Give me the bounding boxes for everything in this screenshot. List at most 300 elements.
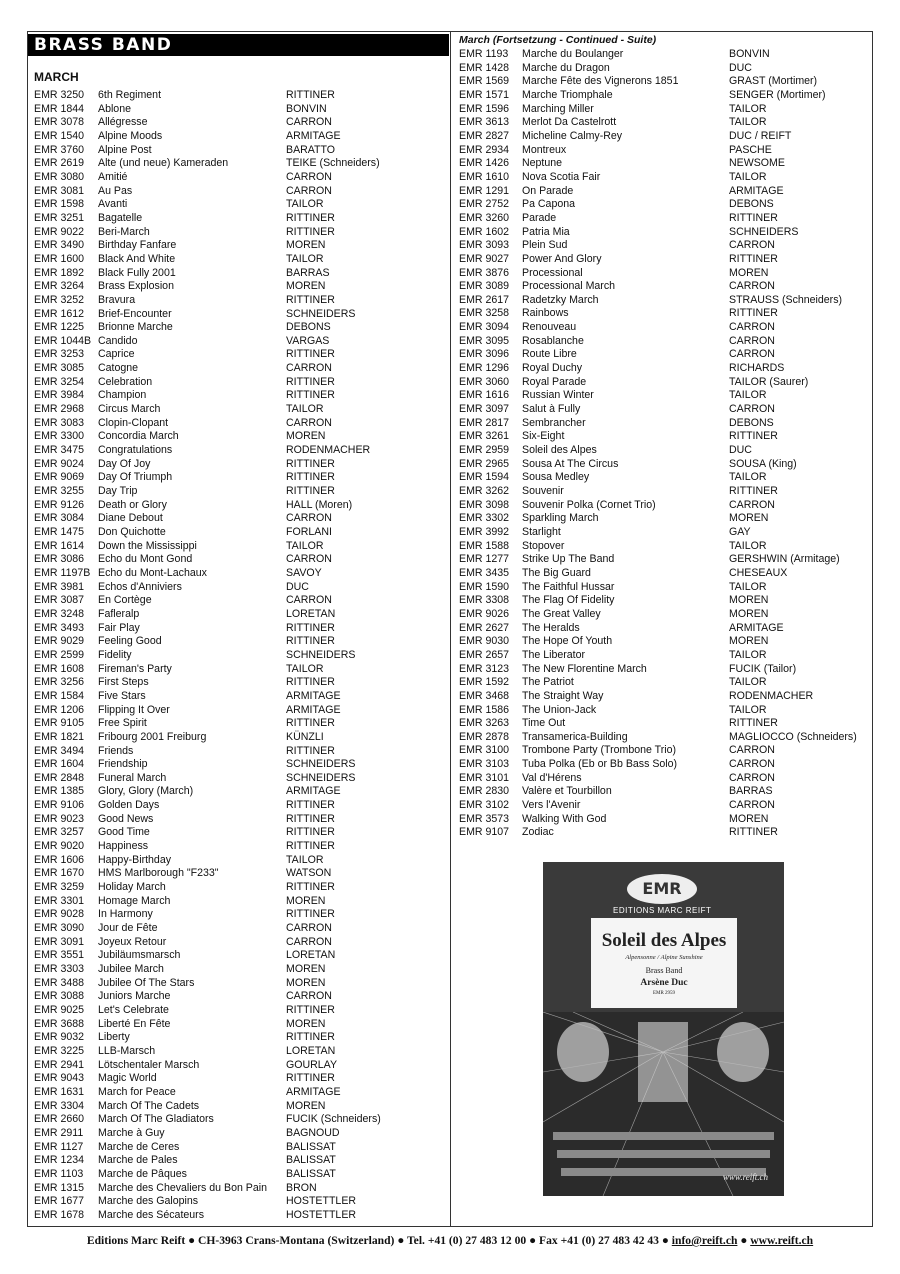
catalog-entry (459, 267, 869, 281)
composer-name: DUC (729, 61, 752, 74)
piece-title: Holiday March (98, 881, 166, 894)
piece-title: The Hope Of Youth (522, 635, 613, 648)
cover-title: Soleil des Alpes (601, 930, 727, 951)
catalog-code: EMR 9023 (34, 812, 85, 825)
composer-name: HOSTETTLER (286, 1195, 357, 1208)
piece-title: The Big Guard (522, 566, 591, 579)
composer-name: SAVOY (286, 566, 322, 579)
catalog-code: EMR 2752 (459, 198, 510, 211)
cover-publisher: EDITIONS MARC REIFT (613, 906, 712, 915)
composer-name: RITTINER (729, 430, 778, 443)
catalog-code: EMR 1588 (459, 539, 510, 552)
catalog-code: EMR 3490 (34, 239, 85, 252)
composer-name: SOUSA (King) (729, 457, 797, 470)
catalog-entry (34, 280, 446, 294)
piece-title: Marche à Guy (98, 1126, 165, 1139)
composer-name: RITTINER (286, 485, 335, 498)
composer-name: RITTINER (729, 307, 778, 320)
composer-name: CARRON (286, 184, 332, 197)
catalog-code: EMR 3091 (34, 935, 85, 948)
composer-name: MAGLIOCCO (Schneiders) (729, 730, 857, 743)
piece-title: Jour de Fête (98, 922, 158, 935)
catalog-entry (459, 471, 869, 485)
composer-name: TAILOR (286, 403, 324, 416)
composer-name: SCHNEIDERS (286, 307, 356, 320)
catalog-code: EMR 2627 (459, 621, 510, 634)
composer-name: MOREN (729, 812, 769, 825)
composer-name: TAILOR (729, 703, 767, 716)
catalog-entry (34, 717, 446, 731)
catalog-code: EMR 3308 (459, 594, 510, 607)
composer-name: BARATTO (286, 143, 336, 156)
piece-title: Homage March (98, 894, 171, 907)
catalog-code: EMR 1610 (459, 170, 510, 183)
piece-title: Don Quichotte (98, 526, 166, 538)
catalog-code: EMR 3060 (459, 375, 510, 388)
catalog-code: EMR 3094 (459, 321, 510, 334)
catalog-entry (34, 185, 446, 199)
catalog-code: EMR 1296 (459, 362, 510, 375)
composer-name: CARRON (729, 239, 775, 252)
catalog-entry (34, 1127, 446, 1141)
piece-title: Jubilee March (98, 963, 164, 975)
catalog-code: EMR 9028 (34, 908, 85, 921)
piece-title: Marche Fête des Vignerons 1851 (522, 75, 679, 88)
catalog-entry (34, 540, 446, 554)
catalog-code: EMR 9069 (34, 471, 85, 484)
catalog-code: EMR 3097 (459, 403, 510, 416)
catalog-code: EMR 3225 (34, 1044, 85, 1057)
piece-title: Flipping It Over (98, 703, 170, 716)
catalog-entry (34, 1086, 446, 1100)
catalog-code: EMR 2878 (459, 730, 510, 743)
catalog-code: EMR 3300 (34, 430, 85, 443)
catalog-entry (459, 744, 869, 758)
piece-title: Trombone Party (Trombone Trio) (522, 744, 677, 757)
piece-title: Jubiläumsmarsch (98, 949, 181, 962)
composer-name: CARRON (729, 334, 775, 347)
piece-title: Pa Capona (522, 198, 576, 211)
catalog-code: EMR 3259 (34, 881, 85, 894)
catalog-entry (459, 785, 869, 799)
catalog-code: EMR 3101 (459, 771, 510, 784)
composer-name: MOREN (286, 894, 326, 907)
composer-name: CHESEAUX (729, 566, 788, 579)
catalog-entry (34, 1209, 446, 1223)
catalog-entry (459, 553, 869, 567)
composer-name: TAILOR (729, 102, 767, 115)
piece-title: Death or Glory (98, 498, 167, 511)
composer-name: MOREN (729, 266, 769, 279)
composer-name: CARRON (286, 594, 332, 607)
composer-name: TEIKE (Schneiders) (286, 157, 380, 170)
catalog-code: EMR 9026 (459, 607, 510, 620)
piece-title: Catogne (98, 362, 139, 375)
catalog-code: EMR 3468 (459, 689, 510, 702)
composer-name: GERSHWIN (Armitage) (729, 553, 840, 566)
catalog-code: EMR 1225 (34, 321, 85, 334)
catalog-entry (459, 704, 869, 718)
composer-name: CARRON (729, 403, 775, 416)
composer-name: CARRON (729, 498, 775, 511)
catalog-code: EMR 3258 (459, 307, 510, 320)
piece-title: Alpine Moods (98, 129, 163, 142)
catalog-entry (34, 321, 446, 335)
catalog-code: EMR 9043 (34, 1072, 85, 1085)
piece-title: Friends (98, 744, 134, 757)
catalog-code: EMR 2619 (34, 157, 85, 170)
piece-title: Good Time (98, 826, 150, 839)
piece-title: Marche des Sécateurs (98, 1208, 204, 1221)
cover-code: EMR 2959 (652, 991, 676, 996)
piece-title: Fafleralp (98, 607, 140, 620)
catalog-code: EMR 9032 (34, 1031, 85, 1044)
piece-title: Echo du Mont-Lachaux (98, 566, 207, 579)
composer-name: ARMITAGE (729, 621, 784, 634)
piece-title: Amitié (98, 170, 128, 183)
catalog-code: EMR 3085 (34, 362, 85, 375)
catalog-entry (34, 772, 446, 786)
composer-name: TAILOR (286, 539, 324, 552)
catalog-code: EMR 3252 (34, 293, 85, 306)
composer-name: RITTINER (286, 293, 335, 306)
catalog-entry (34, 348, 446, 362)
catalog-code: EMR 3098 (459, 498, 510, 511)
composer-name: RITTINER (286, 840, 335, 853)
piece-title: Marche de Pales (98, 1154, 178, 1167)
composer-name: RICHARDS (729, 362, 785, 375)
catalog-entry (34, 1059, 446, 1073)
catalog-code: EMR 2965 (459, 457, 510, 470)
composer-name: RITTINER (729, 826, 778, 839)
catalog-entry (459, 144, 869, 158)
composer-name: LORETAN (286, 949, 336, 962)
catalog-entry (459, 185, 869, 199)
catalog-code: EMR 3255 (34, 485, 85, 498)
catalog-code: EMR 1127 (34, 1140, 84, 1153)
piece-title: Brass Explosion (98, 280, 174, 293)
catalog-code: EMR 3760 (34, 143, 85, 156)
footer-text: Editions Marc Reift ● CH-3963 Crans-Montana (Switzerland) ● Tel. +41 (0) 27 483 12 00 ● Fax +41 (0) 27 483 42 43 ● (86, 1234, 672, 1247)
piece-title: Plein Sud (522, 239, 568, 252)
piece-title: Radetzky March (522, 293, 599, 306)
catalog-code: EMR 1602 (459, 225, 510, 238)
catalog-entry (459, 526, 869, 540)
piece-title: The Liberator (522, 648, 586, 661)
composer-name: BALISSAT (286, 1154, 336, 1167)
catalog-code: EMR 1600 (34, 252, 85, 265)
catalog-entry (34, 622, 446, 636)
catalog-entry (459, 499, 869, 513)
composer-name: CARRON (286, 553, 332, 566)
right-catalog-list (459, 48, 869, 840)
catalog-entry (34, 526, 446, 540)
piece-title: Marche des Galopins (98, 1195, 199, 1208)
composer-name: RITTINER (286, 635, 335, 648)
catalog-entry (459, 635, 869, 649)
piece-title: Rainbows (522, 307, 569, 320)
piece-title: Juniors Marche (98, 990, 171, 1003)
composer-name: MOREN (286, 430, 326, 443)
category-banner: BRASS BAND (28, 34, 449, 56)
piece-title: Valère et Tourbillon (522, 785, 612, 798)
piece-title: Time Out (522, 717, 566, 730)
composer-name: MOREN (286, 963, 326, 975)
piece-title: Celebration (98, 375, 153, 388)
piece-title: Friendship (98, 758, 148, 771)
catalog-code: EMR 2599 (34, 648, 85, 661)
catalog-code: EMR 3613 (459, 116, 510, 129)
catalog-entry (34, 1072, 446, 1086)
piece-title: Micheline Calmy-Rey (522, 129, 623, 142)
catalog-code: EMR 3088 (34, 990, 85, 1003)
composer-name: RITTINER (286, 348, 335, 361)
piece-title: Marche du Boulanger (522, 48, 624, 60)
composer-name: RODENMACHER (729, 689, 814, 702)
catalog-entry (34, 308, 446, 322)
piece-title: Sousa Medley (522, 471, 590, 484)
piece-title: Six-Eight (522, 430, 565, 443)
left-catalog-list (34, 89, 446, 1222)
catalog-entry (459, 294, 869, 308)
catalog-code: EMR 3080 (34, 170, 85, 183)
composer-name: LORETAN (286, 1044, 336, 1057)
catalog-entry (34, 335, 446, 349)
catalog-entry (34, 130, 446, 144)
catalog-code: EMR 1291 (459, 184, 510, 197)
catalog-code: EMR 3876 (459, 266, 510, 279)
catalog-entry (34, 512, 446, 526)
catalog-code: EMR 1385 (34, 785, 85, 798)
catalog-code: EMR 9105 (34, 717, 85, 730)
composer-name: MOREN (729, 607, 769, 620)
piece-title: Let's Celebrate (98, 1003, 169, 1016)
composer-name: TAILOR (286, 252, 324, 265)
piece-title: Merlot Da Castelrott (522, 116, 617, 129)
catalog-entry (459, 676, 869, 690)
catalog-entry (34, 581, 446, 595)
piece-title: Brief-Encounter (98, 307, 172, 320)
composer-name: BAGNOUD (286, 1126, 340, 1139)
piece-title: HMS Marlborough "F233" (98, 867, 219, 880)
catalog-code: EMR 1631 (34, 1085, 85, 1098)
composer-name: TAILOR (729, 676, 767, 689)
catalog-entry (34, 785, 446, 799)
piece-title: Route Libre (522, 348, 577, 361)
piece-title: Fireman's Party (98, 662, 172, 675)
catalog-code: EMR 3260 (459, 211, 510, 224)
catalog-entry (459, 280, 869, 294)
piece-title: Marching Miller (522, 102, 594, 115)
composer-name: PASCHE (729, 143, 772, 156)
piece-title: Rosablanche (522, 334, 584, 347)
email-link[interactable]: info@reift.ch (671, 1234, 738, 1247)
piece-title: Parade (522, 211, 557, 224)
composer-name: RITTINER (286, 676, 335, 689)
catalog-entry (459, 458, 869, 472)
piece-title: Fidelity (98, 648, 132, 661)
column-divider (450, 31, 451, 1227)
piece-title: Renouveau (522, 321, 577, 334)
catalog-code: EMR 2968 (34, 403, 85, 416)
catalog-entry (34, 799, 446, 813)
piece-title: The Great Valley (522, 607, 601, 620)
composer-name: NEWSOME (729, 157, 785, 170)
piece-title: Souvenir (522, 485, 564, 497)
catalog-entry (34, 1004, 446, 1018)
composer-name: SCHNEIDERS (286, 648, 356, 661)
piece-title: Sparkling March (522, 512, 599, 525)
catalog-entry (34, 840, 446, 854)
catalog-code: EMR 3302 (459, 512, 510, 525)
composer-name: STRAUSS (Schneiders) (729, 293, 843, 306)
composer-name: TAILOR (286, 853, 324, 866)
continued-title: March (Fortsetzung - Continued - Suite) (459, 34, 657, 46)
catalog-code: EMR 3493 (34, 621, 85, 634)
catalog-entry (459, 690, 869, 704)
composer-name: LORETAN (286, 607, 336, 620)
catalog-entry (459, 335, 869, 349)
catalog-entry (34, 826, 446, 840)
catalog-code: EMR 1892 (34, 266, 85, 279)
catalog-code: EMR 2660 (34, 1113, 85, 1126)
catalog-code: EMR 2827 (459, 129, 510, 142)
piece-title: The Heralds (522, 621, 580, 634)
catalog-entry (34, 485, 446, 499)
composer-name: SCHNEIDERS (286, 771, 356, 784)
catalog-entry (34, 1045, 446, 1059)
composer-name: RITTINER (286, 471, 335, 484)
catalog-code: EMR 3304 (34, 1099, 85, 1112)
composer-name: RITTINER (286, 1072, 335, 1085)
composer-name: CARRON (729, 280, 775, 293)
catalog-entry (34, 389, 446, 403)
catalog-code: EMR 2817 (459, 416, 510, 429)
composer-name: TAILOR (729, 648, 767, 661)
composer-name: MOREN (729, 512, 769, 525)
catalog-code: EMR 3102 (459, 799, 510, 812)
piece-title: Beri-March (98, 225, 150, 238)
catalog-entry (34, 567, 446, 581)
piece-title: Joyeux Retour (98, 935, 167, 948)
catalog-entry (34, 294, 446, 308)
catalog-entry (34, 1195, 446, 1209)
piece-title: Diane Debout (98, 512, 163, 525)
catalog-entry (34, 1154, 446, 1168)
composer-name: MOREN (286, 1099, 326, 1112)
piece-title: March Of The Cadets (98, 1099, 200, 1112)
cover-composer: Arsène Duc (640, 978, 688, 988)
footer-separator: ● (737, 1234, 751, 1247)
catalog-code: EMR 1844 (34, 102, 85, 115)
piece-title: Sembrancher (522, 416, 586, 429)
piece-title: Glory, Glory (March) (98, 785, 194, 798)
piece-title: Royal Parade (522, 375, 587, 388)
catalog-entry (459, 376, 869, 390)
catalog-code: EMR 2941 (34, 1058, 85, 1071)
catalog-code: EMR 2617 (459, 293, 510, 306)
piece-title: Alte (und neue) Kameraden (98, 157, 229, 170)
catalog-code: EMR 3087 (34, 594, 85, 607)
catalog-code: EMR 2830 (459, 785, 510, 798)
catalog-entry (34, 103, 446, 117)
composer-name: FUCIK (Schneiders) (286, 1113, 381, 1126)
catalog-entry (459, 389, 869, 403)
catalog-entry (459, 485, 869, 499)
catalog-code: EMR 3090 (34, 922, 85, 935)
composer-name: TAILOR (286, 198, 324, 211)
catalog-entry (34, 403, 446, 417)
composer-name: RITTINER (286, 826, 335, 839)
composer-name: CARRON (729, 321, 775, 334)
piece-title: Fribourg 2001 Freiburg (98, 730, 207, 743)
composer-name: DEBONS (286, 321, 331, 334)
composer-name: RITTINER (286, 744, 335, 757)
catalog-entry (34, 362, 446, 376)
catalog-code: EMR 9022 (34, 225, 85, 238)
catalog-entry (459, 663, 869, 677)
composer-name: CARRON (286, 922, 332, 935)
catalog-code: EMR 1569 (459, 75, 510, 88)
catalog-entry (34, 553, 446, 567)
piece-title: First Steps (98, 676, 149, 689)
catalog-entry (34, 990, 446, 1004)
piece-title: Birthday Fanfare (98, 239, 177, 252)
catalog-entry (34, 704, 446, 718)
cover-url: www.reift.ch (723, 1172, 768, 1182)
website-link[interactable]: www.reift.ch (750, 1234, 814, 1247)
catalog-entry (34, 171, 446, 185)
piece-title: Sousa At The Circus (522, 457, 619, 470)
composer-name: BRON (286, 1181, 317, 1194)
composer-name: ARMITAGE (286, 1085, 341, 1098)
catalog-entry (34, 157, 446, 171)
catalog-code: EMR 9029 (34, 635, 85, 648)
composer-name: BALISSAT (286, 1140, 336, 1153)
catalog-code: EMR 1197B (34, 566, 91, 579)
piece-title: Starlight (522, 525, 561, 538)
composer-name: RITTINER (286, 211, 335, 224)
catalog-entry (459, 348, 869, 362)
composer-name: ARMITAGE (286, 785, 341, 798)
catalog-entry (459, 198, 869, 212)
composer-name: RITTINER (286, 89, 335, 101)
catalog-entry (459, 826, 869, 840)
catalog-entry (459, 581, 869, 595)
catalog-entry (459, 430, 869, 444)
piece-title: Allégresse (98, 116, 148, 129)
piece-title: Magic World (98, 1072, 157, 1085)
catalog-code: EMR 9126 (34, 498, 85, 511)
catalog-entry (459, 540, 869, 554)
piece-title: 6th Regiment (98, 89, 162, 101)
piece-title: Zodiac (522, 826, 554, 839)
catalog-entry (34, 977, 446, 991)
composer-name: VARGAS (286, 334, 330, 347)
piece-title: Echo du Mont Gond (98, 553, 193, 566)
catalog-entry (459, 444, 869, 458)
piece-title: Power And Glory (522, 252, 602, 265)
catalog-code: EMR 1103 (34, 1167, 84, 1180)
catalog-entry (459, 157, 869, 171)
composer-name: TAILOR (729, 116, 767, 129)
composer-name: DEBONS (729, 416, 774, 429)
composer-name: MOREN (729, 635, 769, 648)
catalog-entry (459, 799, 869, 813)
catalog-code: EMR 9027 (459, 252, 510, 265)
composer-name: RITTINER (286, 812, 335, 825)
catalog-entry (34, 376, 446, 390)
